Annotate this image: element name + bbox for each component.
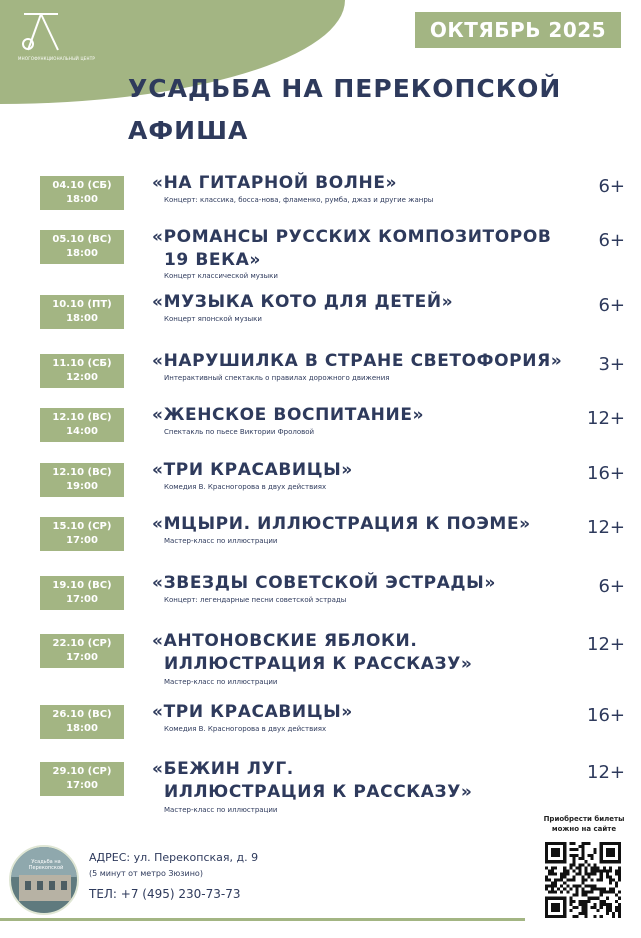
- event-title-line-1: «ЗВЕЗДЫ СОВЕТСКОЙ ЭСТРАДЫ»: [152, 573, 496, 593]
- event-description: Мастер-класс по иллюстрации: [164, 537, 278, 545]
- page-title: [128, 68, 608, 152]
- event-age-rating: 3+: [598, 354, 625, 375]
- event-time: 17:00: [66, 535, 98, 546]
- event-age-rating: 12+: [587, 408, 625, 429]
- event-date: 12.10 (ВС): [52, 467, 112, 478]
- event-title: [152, 630, 572, 676]
- event-age-rating: 16+: [587, 705, 625, 726]
- title-line-1: УСАДЬБА НА ПЕРЕКОПСКОЙ: [128, 74, 562, 103]
- event-title: [152, 404, 572, 427]
- event-title: [152, 701, 572, 724]
- event-time: 17:00: [66, 594, 98, 605]
- event-description: Мастер-класс по иллюстрации: [164, 678, 278, 686]
- event-title: [152, 459, 572, 482]
- event-date: 11.10 (СБ): [52, 358, 112, 369]
- event-date-box: [40, 762, 124, 796]
- event-date-box: [40, 705, 124, 739]
- month-badge: ОКТЯБРЬ 2025: [415, 12, 621, 48]
- event-age-rating: 12+: [587, 517, 625, 538]
- event-date: 12.10 (ВС): [52, 412, 112, 423]
- tickets-caption-line-2: можно на сайте: [551, 825, 617, 833]
- event-description: Концерт японской музыки: [164, 315, 262, 323]
- event-date-box: [40, 230, 124, 264]
- event-date-box: [40, 517, 124, 551]
- logo-caption: МНОГОФУНКЦИОНАЛЬНЫЙ ЦЕНТР: [18, 56, 95, 61]
- event-age-rating: 6+: [598, 295, 625, 316]
- event-description: Спектакль по пьесе Виктории Фроловой: [164, 428, 315, 436]
- event-title: [152, 226, 572, 272]
- event-date: 10.10 (ПТ): [52, 299, 112, 310]
- tickets-caption: [540, 814, 628, 834]
- event-time: 17:00: [66, 652, 98, 663]
- event-date-box: [40, 463, 124, 497]
- event-time: 17:00: [66, 780, 98, 791]
- event-time: 14:00: [66, 426, 98, 437]
- qr-code-icon[interactable]: [545, 842, 621, 918]
- event-date-box: [40, 408, 124, 442]
- event-time: 18:00: [66, 723, 98, 734]
- event-date: 05.10 (ВС): [52, 234, 112, 245]
- address-text: АДРЕС: ул. Перекопская, д. 9: [89, 851, 259, 864]
- event-title: [152, 291, 572, 314]
- logo-icon: [14, 10, 74, 56]
- bottom-divider: [0, 918, 525, 921]
- event-title-line-1: «НАРУШИЛКА В СТРАНЕ СВЕТОФОРИЯ»: [152, 351, 563, 371]
- event-title: [152, 572, 572, 595]
- event-time: 12:00: [66, 372, 98, 383]
- event-date: 29.10 (СР): [52, 766, 112, 777]
- event-description: Концерт классической музыки: [164, 272, 278, 280]
- title-line-2: АФИША: [128, 116, 249, 145]
- event-date-box: [40, 354, 124, 388]
- event-age-rating: 12+: [587, 762, 625, 783]
- event-description: Концерт: классика, босса-нова, фламенко, румба, джаз и другие жанры: [164, 196, 434, 204]
- event-title: [152, 172, 572, 195]
- event-title-line-2: 19 ВЕКА»: [164, 250, 261, 270]
- event-age-rating: 6+: [598, 176, 625, 197]
- event-age-rating: 12+: [587, 634, 625, 655]
- event-description: Мастер-класс по иллюстрации: [164, 806, 278, 814]
- event-date: 22.10 (СР): [52, 638, 112, 649]
- event-age-rating: 6+: [598, 230, 625, 251]
- event-title-line-1: «ТРИ КРАСАВИЦЫ»: [152, 460, 353, 480]
- event-date: 04.10 (СБ): [52, 180, 112, 191]
- event-date: 15.10 (СР): [52, 521, 112, 532]
- address-block: [89, 850, 258, 882]
- event-time: 18:00: [66, 313, 98, 324]
- event-title-line-1: «АНТОНОВСКИЕ ЯБЛОКИ.: [152, 631, 418, 651]
- event-date-box: [40, 176, 124, 210]
- event-title-line-1: «БЕЖИН ЛУГ.: [152, 759, 294, 779]
- event-title: [152, 513, 572, 536]
- venue-photo: [9, 845, 79, 915]
- address-note: (5 минут от метро Зюзино): [89, 869, 203, 878]
- event-title-line-1: «ТРИ КРАСАВИЦЫ»: [152, 702, 353, 722]
- event-title: [152, 758, 572, 804]
- event-title-line-2: ИЛЛЮСТРАЦИЯ К РАССКАЗУ»: [164, 654, 473, 674]
- event-title-line-1: «МУЗЫКА КОТО ДЛЯ ДЕТЕЙ»: [152, 292, 454, 312]
- event-date-box: [40, 634, 124, 668]
- event-title: [152, 350, 572, 373]
- event-title-line-2: ИЛЛЮСТРАЦИЯ К РАССКАЗУ»: [164, 782, 473, 802]
- event-title-line-1: «РОМАНСЫ РУССКИХ КОМПОЗИТОРОВ: [152, 227, 552, 247]
- event-time: 18:00: [66, 194, 98, 205]
- event-date-box: [40, 576, 124, 610]
- venue-photo-caption: Усадьба на Перекопской: [28, 859, 64, 871]
- phone-number[interactable]: ТЕЛ: +7 (495) 230-73-73: [89, 887, 241, 901]
- event-age-rating: 6+: [598, 576, 625, 597]
- event-description: Комедия В. Красногорова в двух действиях: [164, 483, 327, 491]
- event-date-box: [40, 295, 124, 329]
- event-date: 19.10 (ВС): [52, 580, 112, 591]
- event-title-line-1: «ЖЕНСКОЕ ВОСПИТАНИЕ»: [152, 405, 425, 425]
- tickets-caption-line-1: Приобрести билеты: [543, 815, 625, 823]
- event-date: 26.10 (ВС): [52, 709, 112, 720]
- event-title-line-1: «МЦЫРИ. ИЛЛЮСТРАЦИЯ К ПОЭМЕ»: [152, 514, 531, 534]
- event-description: Концерт: легендарные песни советской эстрады: [164, 596, 347, 604]
- event-age-rating: 16+: [587, 463, 625, 484]
- event-time: 18:00: [66, 248, 98, 259]
- event-time: 19:00: [66, 481, 98, 492]
- event-description: Интерактивный спектакль о правилах дорожного движения: [164, 374, 390, 382]
- event-description: Комедия В. Красногорова в двух действиях: [164, 725, 327, 733]
- event-title-line-1: «НА ГИТАРНОЙ ВОЛНЕ»: [152, 173, 398, 193]
